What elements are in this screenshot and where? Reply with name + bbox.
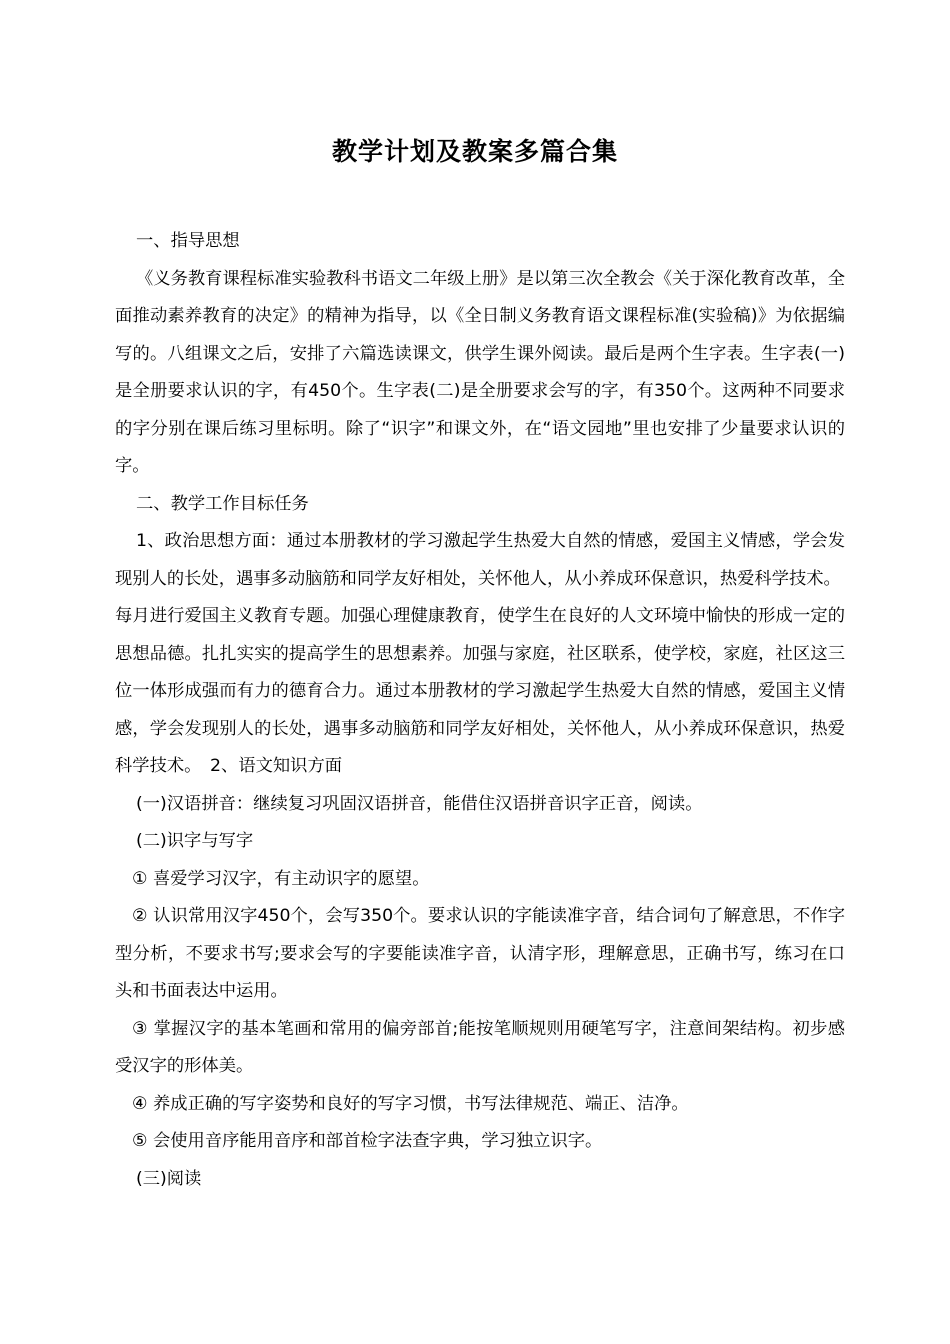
document-body: [115, 223, 845, 1198]
paragraph-political-ideology: 1、政治思想方面：通过本册教材的学习激起学生热爱大自然的情感，爱国主义情感，学会发现别人的长处，遇事多动脑筋和同学友好相处，关怀他人，从小养成环保意识，热爱科学技术。: [115, 531, 845, 589]
list-item-2: ② 认识常用汉字450个，会写350个。要求认识的字能读准字音，结合词句了解意思，不作字型分析，不要求书写;要求会写的字要能读准字音，认清字形，理解意思，正确书写，练习在口头和书面表达中运用。: [115, 906, 845, 1001]
list-item-4: ④ 养成正确的写字姿势和良好的写字习惯，书写法律规范、端正、洁净。: [132, 1093, 689, 1114]
subsection-literacy-writing: (二)识字与写字: [136, 831, 254, 851]
paragraph-monthly-education: 每月进行爱国主义教育专题。加强心理健康教育，使学生在良好的人文环境中愉快的形成一定的思想品德。扎扎实实的提高学生的思想素养。加强与家庭，社区联系，使学校，家庭，社区这三位一体形成强而有力的德育合力。通过本册教材的学习激起学生热爱大自然的情感，爱国主义情感，学会发现别人的长处，遇事多动脑筋和同学友好相处，关怀他人，从小养成环保意识，热爱科学技术。 2、语文知识方面: [115, 606, 845, 776]
section-heading-guiding-ideology: 一、指导思想: [136, 231, 240, 251]
subsection-pinyin: (一)汉语拼音：继续复习巩固汉语拼音，能借住汉语拼音识字正音，阅读。: [136, 793, 703, 814]
list-item-3: ③ 掌握汉字的基本笔画和常用的偏旁部首;能按笔顺规则用硬笔写字，注意间架结构。初步感受汉字的形体美。: [115, 1018, 845, 1076]
document-title: 教学计划及教案多篇合集: [331, 137, 618, 166]
section-heading-teaching-goals: 二、教学工作目标任务: [136, 493, 309, 514]
subsection-reading: (三)阅读: [136, 1168, 202, 1189]
paragraph-textbook-intro: 《义务教育课程标准实验教科书语文二年级上册》是以第三次全教会《关于深化教育改革，全面推动素养教育的决定》的精神为指导，以《全日制义务教育语文课程标准(实验稿)》为依据编写的。八组课文之后，安排了六篇选读课文，供学生课外阅读。最后是两个生字表。生字表(一)是全册要求认识的字，有450个。生字表(二)是全册要求会写的字，有350个。这两种不同要求的字分别在课后练习里标明。除了“识字”和课文外，在“语文园地”里也安排了少量要求认识的字。: [115, 268, 845, 476]
list-item-1: ① 喜爱学习汉字，有主动识字的愿望。: [132, 868, 430, 889]
list-item-5: ⑤ 会使用音序能用音序和部首检字法查字典，学习独立识字。: [132, 1131, 603, 1151]
